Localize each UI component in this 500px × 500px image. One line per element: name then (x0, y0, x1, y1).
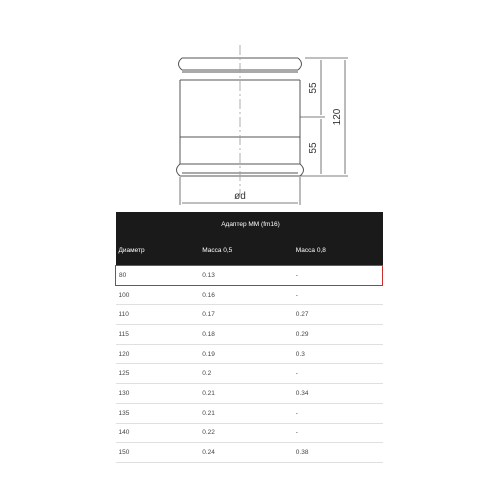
cell-mass-05: 0.13 (199, 266, 293, 286)
cell-mass-08: 0.38 (293, 443, 383, 463)
cell-mass-05: 0.24 (199, 443, 293, 463)
cell-mass-05: 0.19 (199, 344, 293, 364)
cell-mass-05: 0.21 (199, 403, 293, 423)
cell-diameter: 135 (116, 403, 200, 423)
cell-diameter: 110 (116, 305, 200, 325)
table-row (116, 325, 383, 345)
table-title: Адаптер ММ (fm16) (116, 212, 383, 236)
cell-mass-08: 0.3 (293, 344, 383, 364)
cell-diameter: 115 (116, 325, 200, 345)
table-row (116, 384, 383, 404)
cell-mass-05: 0.17 (199, 305, 293, 325)
table-row (116, 266, 383, 286)
cell-mass-08: - (293, 423, 383, 443)
table-header-row (116, 236, 383, 266)
dimension-bottom-label: 55 (308, 142, 319, 154)
cell-mass-05: 0.16 (199, 285, 293, 305)
table-row (116, 344, 383, 364)
cell-mass-05: 0.22 (199, 423, 293, 443)
dimension-top-label: 55 (308, 82, 319, 94)
cell-mass-08: 0.34 (293, 384, 383, 404)
column-header-diameter: Диаметр (116, 236, 200, 266)
cell-diameter: 80 (116, 266, 200, 286)
cell-mass-08: - (293, 403, 383, 423)
cell-mass-08: - (293, 285, 383, 305)
table-row (116, 305, 383, 325)
cell-mass-05: 0.2 (199, 364, 293, 384)
cell-mass-05: 0.21 (199, 384, 293, 404)
cell-diameter: 130 (116, 384, 200, 404)
cell-mass-08: - (293, 266, 383, 286)
table-row (116, 423, 383, 443)
column-header-mass-05: Масса 0,5 (199, 236, 293, 266)
cell-mass-08: - (293, 364, 383, 384)
cell-mass-08: 0.29 (293, 325, 383, 345)
cell-mass-05: 0.18 (199, 325, 293, 345)
cell-diameter: 100 (116, 285, 200, 305)
table-row (116, 443, 383, 463)
cell-mass-08: 0.27 (293, 305, 383, 325)
adapter-spec-table (115, 212, 383, 463)
cell-diameter: 150 (116, 443, 200, 463)
cell-diameter: 140 (116, 423, 200, 443)
cell-diameter: 125 (116, 364, 200, 384)
dimension-total-label: 120 (332, 108, 343, 126)
adapter-technical-drawing (0, 0, 500, 215)
column-header-mass-08: Масса 0,8 (293, 236, 383, 266)
table-row (116, 364, 383, 384)
cell-diameter: 120 (116, 344, 200, 364)
table-title-row (116, 212, 383, 236)
diameter-label: ød (234, 191, 246, 202)
table-row (116, 403, 383, 423)
table-row (116, 285, 383, 305)
